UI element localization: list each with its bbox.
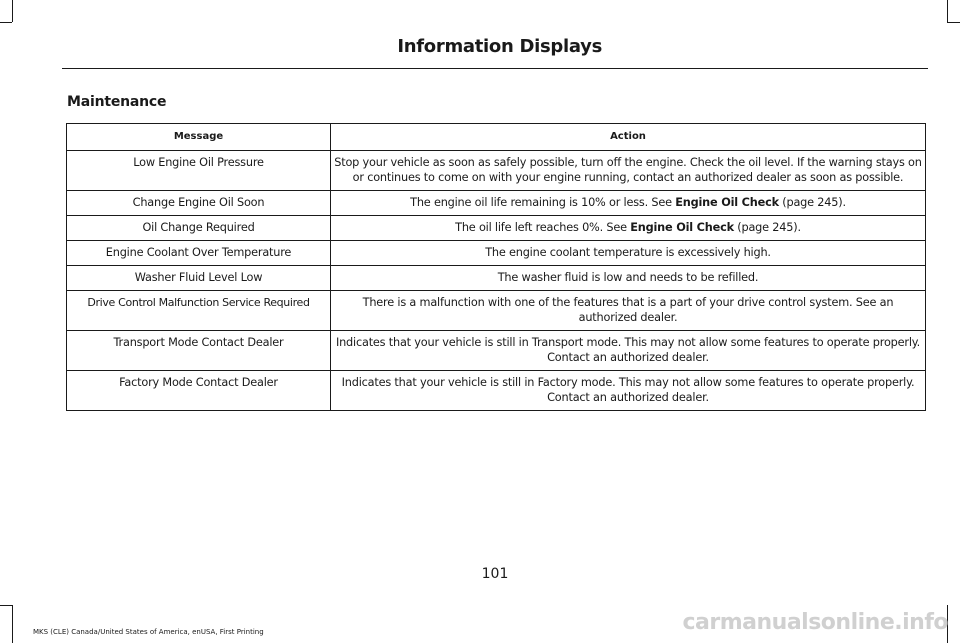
action-cell: Indicates that your vehicle is still in Transport mode. This may not allow some features to operate properly. Contact an authorized dealer. [331,331,926,371]
page-number: 101 [481,566,509,582]
table-row [67,331,926,371]
page-header-title: Information Displays [397,36,602,57]
table-header-row [67,124,926,151]
message-cell: Oil Change Required [67,216,331,241]
table-row [67,241,926,266]
crop-mark-top-left-v [12,0,13,22]
table-row [67,151,926,191]
action-cell: There is a malfunction with one of the features that is a part of your drive control system. See an authorized dealer. [331,291,926,331]
action-cell [331,216,926,241]
message-cell: Low Engine Oil Pressure [67,151,331,191]
crop-mark-top-right-h [947,22,960,23]
cross-reference: Engine Oil Check [675,196,779,209]
action-cell: Stop your vehicle as soon as safely possible, turn off the engine. Check the oil level. If the warning stays on or continues to come on with your engine running, contact an authorized dealer as soon as possible. [331,151,926,191]
message-cell: Drive Control Malfunction Service Required [67,291,331,331]
message-cell: Washer Fluid Level Low [67,266,331,291]
watermark: carmanualsonline.info [682,610,948,635]
action-cell: The washer fluid is low and needs to be refilled. [331,266,926,291]
action-text: The engine oil life remaining is 10% or less. See [410,196,676,209]
action-cell [331,191,926,216]
footer-printing-info: MKS (CLE) Canada/United States of America, enUSA, First Printing [33,628,264,636]
page-reference: (page 245). [778,196,846,209]
table-row [67,191,926,216]
table-row [67,266,926,291]
action-cell: The engine coolant temperature is excessively high. [331,241,926,266]
action-cell: Indicates that your vehicle is still in Factory mode. This may not allow some features to operate properly. Contact an authorized dealer. [331,371,926,411]
cross-reference: Engine Oil Check [630,221,734,234]
maintenance-table [66,123,926,411]
message-cell: Change Engine Oil Soon [67,191,331,216]
message-cell: Engine Coolant Over Temperature [67,241,331,266]
column-header-action: Action [331,124,926,151]
section-title: Maintenance [67,94,167,110]
header-rule [62,68,928,69]
table-row [67,291,926,331]
message-cell: Factory Mode Contact Dealer [67,371,331,411]
page-reference: (page 245). [733,221,801,234]
crop-mark-top-left-h [0,22,12,23]
crop-mark-bottom-left-h [0,605,12,606]
crop-mark-top-right-v [947,0,948,22]
action-text: The oil life left reaches 0%. See [455,221,631,234]
table-row [67,371,926,411]
table-row [67,216,926,241]
column-header-message: Message [67,124,331,151]
crop-mark-bottom-left-v [12,605,13,643]
message-cell: Transport Mode Contact Dealer [67,331,331,371]
